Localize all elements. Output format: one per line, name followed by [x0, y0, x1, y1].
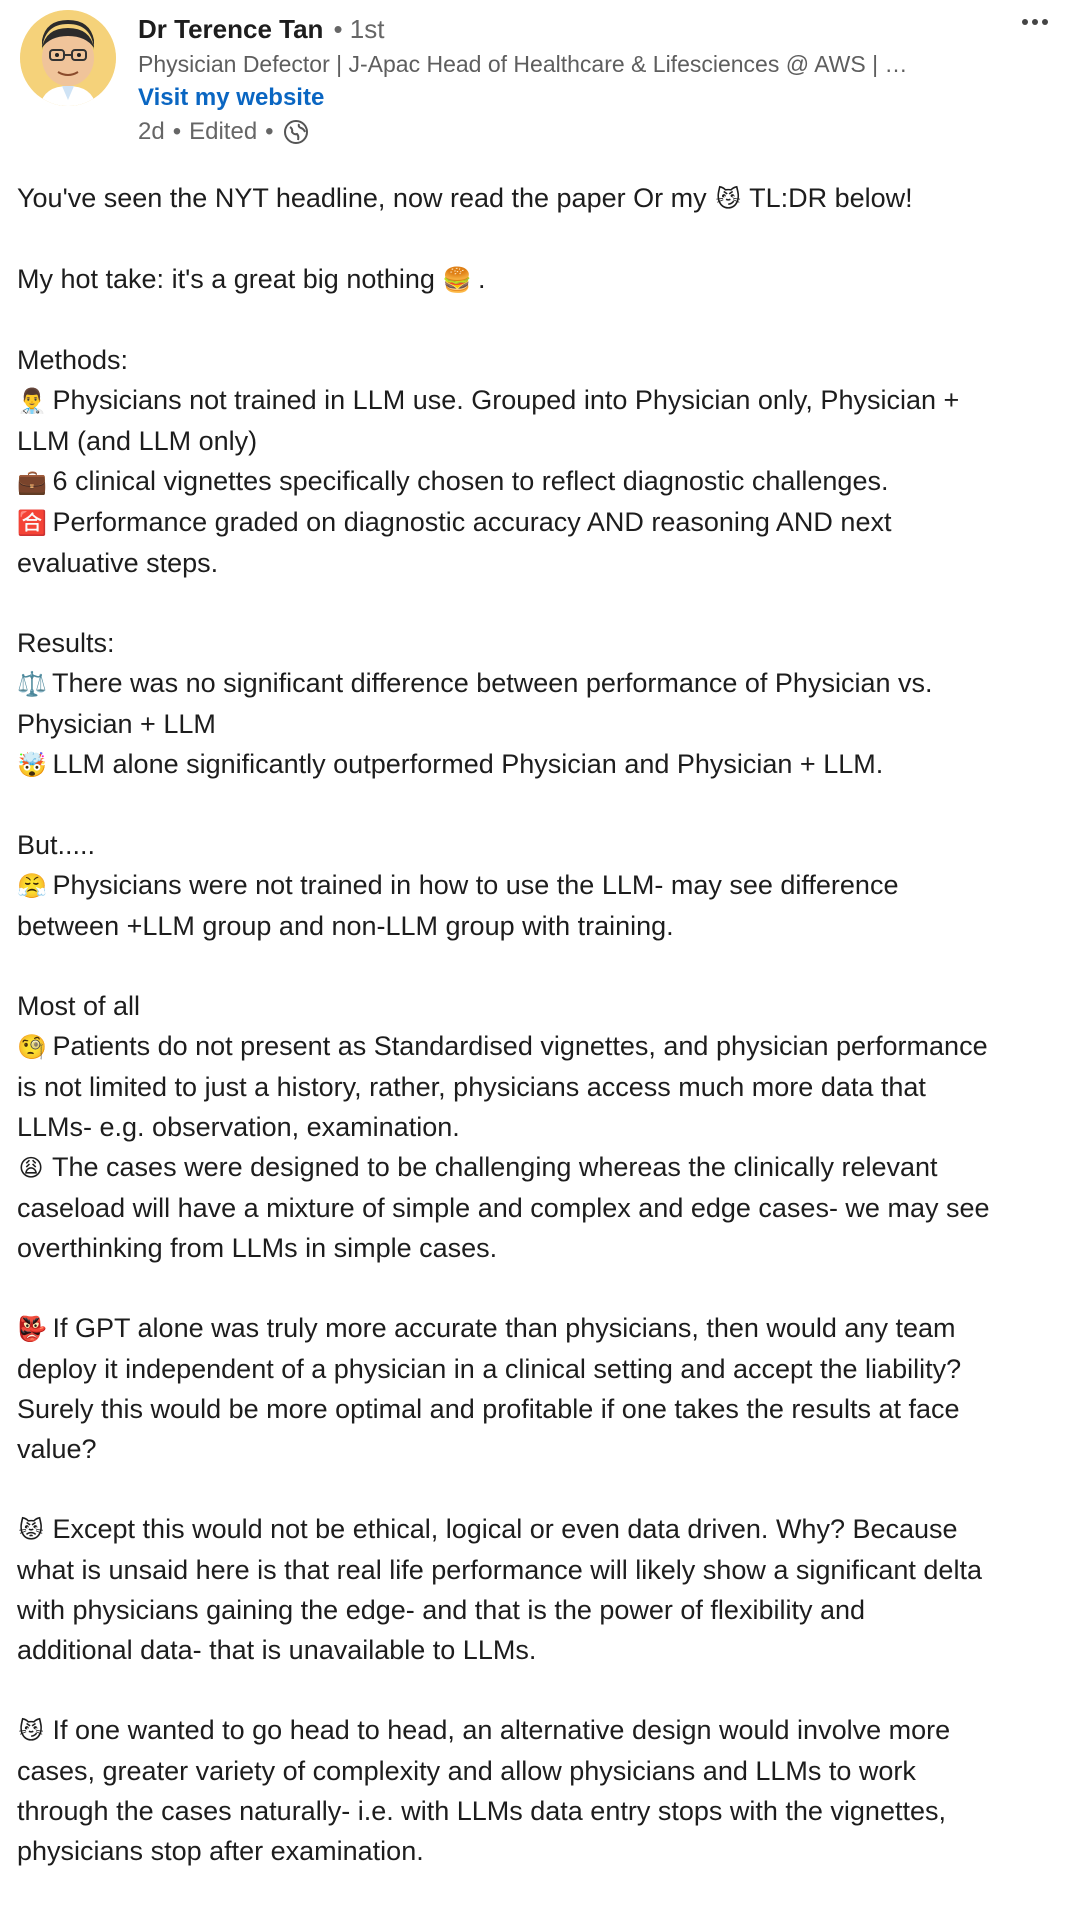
- results-item-1-cont: Physician + LLM: [17, 709, 216, 739]
- most-item-text: Patients do not present as Standardised vignettes, and physician performance: [52, 1031, 988, 1061]
- results-item-text: LLM alone significantly outperformed Physician and Physician + LLM.: [52, 749, 884, 779]
- burger-emoji-icon: 🍔: [442, 266, 473, 294]
- smirk-cat-emoji-icon: 😼: [18, 1717, 44, 1745]
- author-name[interactable]: Dr Terence Tan: [138, 14, 324, 44]
- globe-icon: [282, 118, 310, 146]
- alt-paragraph: [17, 1710, 1067, 1871]
- gpt-line-1: [17, 1308, 1067, 1349]
- most-section: [17, 986, 1067, 1268]
- post-time: 2d: [138, 118, 165, 145]
- methods-item-1-cont: LLM (and LLM only): [17, 426, 258, 456]
- post-header: [0, 0, 1083, 170]
- alt-line-2: cases, greater variety of complexity and allow physicians and LLMs to work: [17, 1756, 916, 1786]
- author-headline: Physician Defector | J-Apac Head of Healthcare & Lifesciences @ AWS | …: [138, 51, 908, 77]
- methods-item-3-cont: evaluative steps.: [17, 548, 219, 578]
- most-item-text: The cases were designed to be challenging whereas the clinically relevant: [52, 1152, 938, 1182]
- avatar-cartoon-icon: [20, 10, 116, 106]
- except-line-1: [17, 1509, 1067, 1550]
- author-name-line: [138, 14, 1023, 45]
- visit-website-link[interactable]: Visit my website: [138, 84, 325, 111]
- doctor-emoji-icon: 👨‍⚕️: [17, 387, 47, 415]
- methods-item-text: Performance graded on diagnostic accuracy AND reasoning AND next: [52, 507, 892, 537]
- results-item-text: There was no significant difference between performance of Physician vs.: [52, 668, 933, 698]
- but-item-text: Physicians were not trained in how to use the LLM- may see difference: [52, 870, 899, 900]
- gpt-line-2: deploy it independent of a physician in a clinical setting and accept the liability?: [17, 1354, 962, 1384]
- alt-line-1: [17, 1710, 1067, 1751]
- post-body: [17, 178, 1067, 1911]
- hot-take-paragraph: [17, 259, 1067, 300]
- results-heading: Results:: [17, 628, 115, 658]
- scales-emoji-icon: ⚖️: [17, 670, 47, 698]
- but-item-1-cont: between +LLM group and non-LLM group with training.: [17, 911, 674, 941]
- most-item-2-line-3: overthinking from LLMs in simple cases.: [17, 1233, 498, 1263]
- pouting-cat-emoji-icon: 😾: [18, 1516, 44, 1544]
- except-line-4: additional data- that is unavailable to LLMs.: [17, 1635, 537, 1665]
- pass-grade-emoji-icon: 🈴: [17, 509, 47, 537]
- intro-paragraph: [17, 178, 1067, 219]
- methods-item-2: [17, 461, 1067, 502]
- most-item-1-line-2: is not limited to just a history, rather, physicians access much more data that: [17, 1072, 926, 1102]
- briefcase-emoji-icon: 💼: [17, 468, 47, 496]
- methods-heading: Methods:: [17, 345, 129, 375]
- hot-take-after: .: [477, 264, 486, 294]
- methods-item-1: [17, 380, 1067, 421]
- but-heading: But.....: [17, 830, 96, 860]
- cat-emoji-icon: 😼: [715, 185, 741, 213]
- hot-take-text: My hot take: it's a great big nothing: [17, 264, 435, 294]
- connection-degree: • 1st: [333, 14, 385, 44]
- author-info: [138, 14, 1023, 146]
- alt-text: If one wanted to go head to head, an alternative design would involve more: [52, 1715, 951, 1745]
- goblin-emoji-icon: 👺: [17, 1315, 47, 1343]
- gpt-line-4: value?: [17, 1434, 97, 1464]
- results-item-2: [17, 744, 1067, 785]
- meta-separator: •: [172, 118, 182, 145]
- but-section: [17, 825, 1067, 946]
- most-heading: Most of all: [17, 991, 141, 1021]
- except-line-3: with physicians gaining the edge- and that is the power of flexibility and: [17, 1595, 866, 1625]
- methods-section: [17, 340, 1067, 583]
- most-item-2-line-1: [17, 1147, 1067, 1188]
- monocle-face-emoji-icon: 🧐: [17, 1033, 47, 1061]
- more-horizontal-icon: [1015, 12, 1055, 42]
- gpt-paragraph: [17, 1308, 1067, 1469]
- results-item-1: [17, 663, 1067, 704]
- most-item-1-line-3: LLMs- e.g. observation, examination.: [17, 1112, 460, 1142]
- but-item-1: [17, 865, 1067, 906]
- methods-item-text: 6 clinical vignettes specifically chosen to reflect diagnostic challenges.: [52, 466, 889, 496]
- methods-item-text: Physicians not trained in LLM use. Grouped into Physician only, Physician +: [52, 385, 960, 415]
- intro-text: You've seen the NYT headline, now read the paper Or my: [17, 183, 707, 213]
- mind-blown-emoji-icon: 🤯: [17, 751, 47, 779]
- methods-item-3: [17, 502, 1067, 543]
- gpt-line-3: Surely this would be more optimal and profitable if one takes the results at face: [17, 1394, 960, 1424]
- intro-after: TL:DR below!: [749, 183, 913, 213]
- weary-face-emoji-icon: 😩: [18, 1154, 44, 1182]
- most-item-2-line-2: caseload will have a mixture of simple and complex and edge cases- we may see: [17, 1193, 990, 1223]
- alt-line-4: physicians stop after examination.: [17, 1836, 424, 1866]
- gpt-text: If GPT alone was truly more accurate than physicians, then would any team: [52, 1313, 956, 1343]
- except-text: Except this would not be ethical, logical or even data driven. Why? Because: [52, 1514, 958, 1544]
- edited-label: Edited: [189, 118, 258, 145]
- meta-separator: •: [265, 118, 274, 145]
- most-item-1-line-1: [17, 1026, 1067, 1067]
- alt-line-3: through the cases naturally- i.e. with LLMs data entry stops with the vignettes,: [17, 1796, 946, 1826]
- hot-take-line: [17, 259, 1067, 300]
- results-section: [17, 623, 1067, 785]
- huffing-face-emoji-icon: 😤: [17, 872, 47, 900]
- more-options-button[interactable]: [1015, 12, 1055, 42]
- post-meta: [138, 118, 1023, 146]
- except-line-2: what is unsaid here is that real life performance will likely show a significant delta: [17, 1555, 982, 1585]
- intro-line: [17, 178, 1067, 219]
- except-paragraph: [17, 1509, 1067, 1670]
- author-avatar[interactable]: [20, 10, 116, 106]
